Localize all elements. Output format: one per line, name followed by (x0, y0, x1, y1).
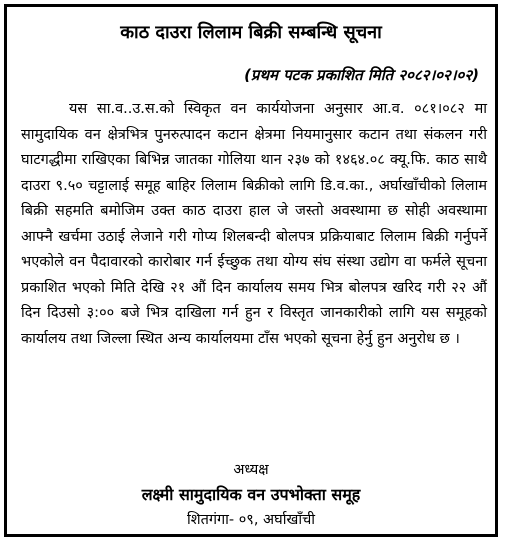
organization-address: शितगंगा- ०९, अर्घाखाँची (186, 512, 316, 528)
notice-title: काठ दाउरा लिलाम बिक्री सम्बन्धि सूचना (120, 22, 382, 43)
publication-note: (प्रथम पटक प्रकाशित मिति २०८२।०२।०२) (244, 66, 479, 84)
notice-frame (4, 4, 498, 537)
notice-body: यस सा.व..उ.स.को स्विकृत वन कार्ययोजना अनुसार आ.व. ०८१।०८२ मा सामुदायिक वन क्षेत्रभित्र पुनरुत्पादन कटान क्षेत्रमा नियमानुसार कटान तथा संकलन गरी घाटगद्धीमा राखिएका बिभिन्न जातका गोलिया थान २३७ को १४६४.०८ क्यू.फि. काठ साथै दाउरा ९.५० चट्टालाई समूह बाहिर लिलाम बिक्रीको लागि डि.व.का., अर्घाखाँचीको लिलाम बिक्री सहमति बमोजिम उक्त काठ दाउरा हाल जे जस्तो अवस्थामा छ सोही अवस्थामा आफ्नै खर्चमा उठाई लेजाने गरी गोप्य शिलबन्दी बोलपत्र प्रक्रियाबाट लिलाम बिक्री गर्नुपर्ने भएकोले वन पैदावारको कारोबार गर्न ईच्छुक तथा योग्य संघ संस्था उद्योग वा फर्मले सूचना प्रकाशित भएको मिति देखि २१ औं दिन कार्यालय समय भित्र बोलपत्र खरिद गरी २२ औं दिन दिउसो ३:०० बजे भित्र दाखिला गर्न हुन र विस्तृत जानकारीको लागि यस समूहको कार्यालय तथा जिल्ला स्थित अन्य कार्यालयमा टाँस भएको सूचना हेर्नु हुन अनुरोध छ । (21, 101, 487, 347)
signatory-role: अध्यक्ष (233, 462, 269, 478)
organization-name: लक्ष्मी सामुदायिक वन उपभोक्ता समूह (141, 485, 361, 504)
